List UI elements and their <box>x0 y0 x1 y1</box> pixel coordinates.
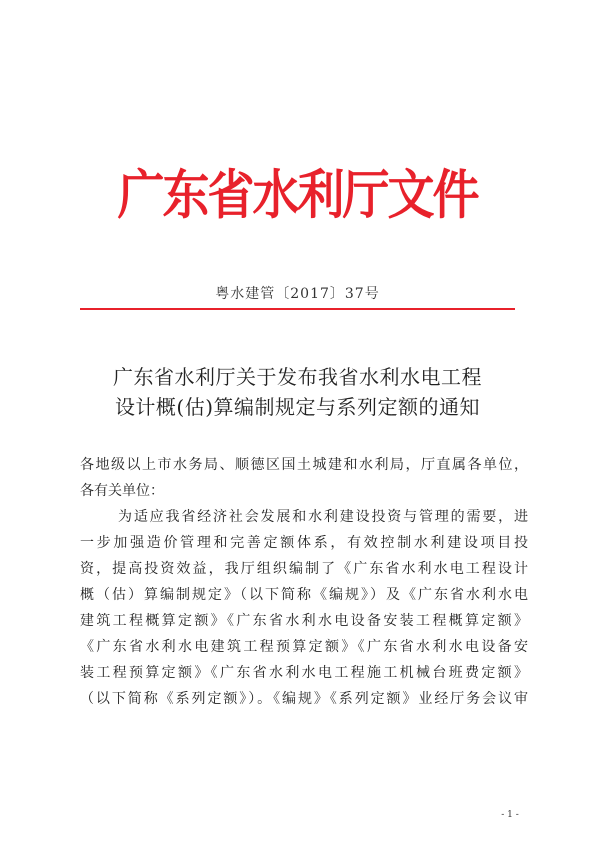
body-line: 资，提高投资效益，我厅组织编制了《广东省水利水电工程设计 <box>80 561 528 577</box>
notice-title-line-2: 设计概(估)算编制规定与系列定额的通知 <box>114 395 481 419</box>
notice-body <box>80 452 528 712</box>
body-line: 为适应我省经济社会发展和水利建设投资与管理的需要，进 <box>118 509 528 525</box>
notice-title-line-1: 广东省水利厅关于发布我省水利水电工程 <box>113 365 482 389</box>
notice-title <box>60 362 535 422</box>
body-line: （以下简称《系列定额》）。《编规》《系列定额》业经厅务会议审 <box>80 691 528 707</box>
red-header-title: 广东省水利厅文件 <box>117 164 478 227</box>
body-line-addressee: 各地级以上市水务局、顺德区国土城建和水利局，厅直属各单位， <box>80 457 528 473</box>
document-number: 粤水建管〔2017〕37号 <box>215 286 380 302</box>
body-line: 概（估）算编制规定》（以下简称《编规》）及《广东省水利水电 <box>80 587 528 603</box>
body-line-addressee-cont: 各有关单位： <box>80 483 164 499</box>
red-divider-line <box>80 308 515 310</box>
body-line: 一步加强造价管理和完善定额体系，有效控制水利建设项目投 <box>80 535 528 551</box>
page-number: - 1 - <box>501 810 519 820</box>
body-line: 装工程预算定额》《广东省水利水电工程施工机械台班费定额》 <box>80 665 528 681</box>
body-line: 《广东省水利水电建筑工程预算定额》《广东省水利水电设备安 <box>80 639 528 655</box>
body-line: 建筑工程概算定额》《广东省水利水电设备安装工程概算定额》 <box>80 613 528 629</box>
